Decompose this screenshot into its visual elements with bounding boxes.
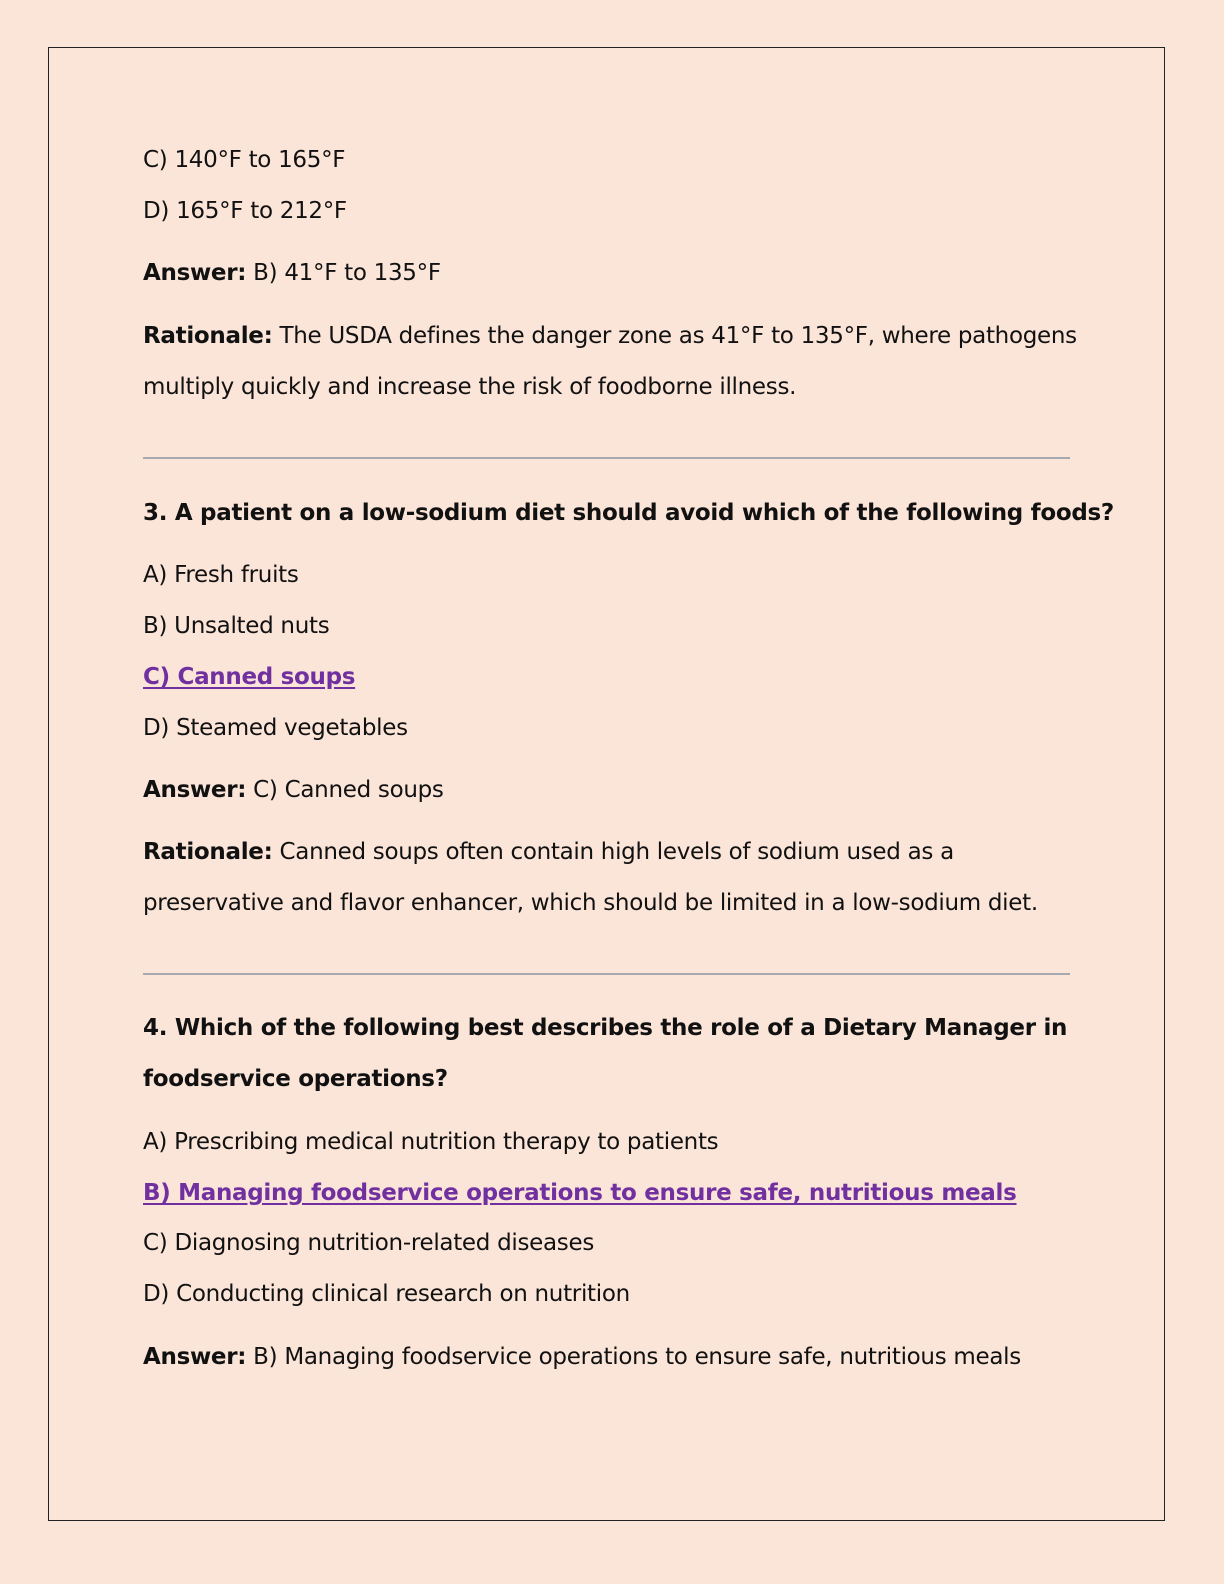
q4-question-line2: foodservice operations?	[143, 1066, 448, 1092]
q2-option-c: C) 140°F to 165°F	[143, 147, 346, 173]
q4-option-b-correct: B) Managing foodservice operations to ensure safe, nutritious meals	[143, 1180, 1017, 1206]
section-divider	[143, 457, 1070, 459]
q4-option-c: C) Diagnosing nutrition-related diseases	[143, 1230, 595, 1256]
answer-text: B) 41°F to 135°F	[246, 260, 441, 286]
rationale-text: Canned soups often contain high levels of sodium used as a	[272, 839, 954, 865]
q2-rationale-line1	[143, 321, 1077, 351]
answer-label: Answer:	[143, 1344, 247, 1370]
section-divider	[143, 973, 1070, 975]
q2-answer	[143, 258, 441, 288]
q4-question-line1: 4. Which of the following best describes the role of a Dietary Manager in	[143, 1015, 1068, 1041]
rationale-text: The USDA defines the danger zone as 41°F to 135°F, where pathogens	[272, 323, 1077, 349]
q3-option-b: B) Unsalted nuts	[143, 613, 330, 639]
q4-answer	[143, 1342, 1021, 1372]
q2-rationale-line2: multiply quickly and increase the risk of foodborne illness.	[143, 374, 797, 400]
rationale-label: Rationale:	[143, 323, 273, 349]
q2-option-d: D) 165°F to 212°F	[143, 198, 347, 224]
q4-option-a: A) Prescribing medical nutrition therapy to patients	[143, 1129, 719, 1155]
answer-text: B) Managing foodservice operations to ensure safe, nutritious meals	[246, 1344, 1021, 1370]
rationale-label: Rationale:	[143, 839, 273, 865]
answer-label: Answer:	[143, 777, 247, 803]
q3-option-c-correct: C) Canned soups	[143, 664, 356, 690]
q3-option-d: D) Steamed vegetables	[143, 715, 408, 741]
q3-option-a: A) Fresh fruits	[143, 562, 299, 588]
q4-option-d: D) Conducting clinical research on nutrition	[143, 1281, 630, 1307]
q3-rationale-line2: preservative and flavor enhancer, which should be limited in a low-sodium diet.	[143, 890, 1038, 916]
q3-rationale-line1	[143, 837, 954, 867]
answer-text: C) Canned soups	[246, 777, 444, 803]
q3-answer	[143, 775, 444, 805]
answer-label: Answer:	[143, 260, 247, 286]
q3-question: 3. A patient on a low-sodium diet should avoid which of the following foods?	[143, 500, 1114, 526]
